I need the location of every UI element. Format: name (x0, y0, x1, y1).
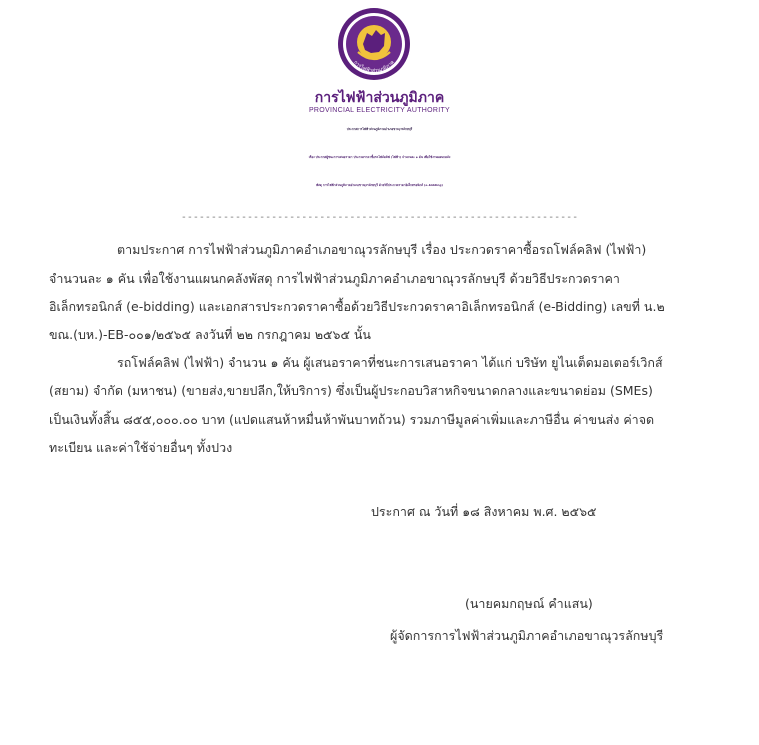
paragraph-2-line: (สยาม) จำกัด (มหาชน) (ขายส่ง,ขายปลีก,ให้บริการ) ซึ่งเป็นผู้ประกอบวิสาหกิจขนาดกลางและขนาดย่อม (SMEs) (49, 383, 653, 398)
paragraph-1-line: ตามประกาศ การไฟฟ้าส่วนภูมิภาคอำเภอขาณุวรลักษบุรี เรื่อง ประกวดราคาซื้อรถโฟล์คลิฟ (ไฟฟ้า) (117, 242, 647, 257)
paragraph-1-line: จำนวนละ ๑ คัน เพื่อใช้งานแผนกคลังพัสดุ การไฟฟ้าส่วนภูมิภาคอำเภอขาณุวรลักษบุรี ด้วยวิธีประกวดราคา (49, 271, 620, 286)
divider-line: ------------------------------------------------------------------ (180, 212, 579, 223)
signer-name: (นายคมกฤษณ์ คำแสน) (465, 596, 593, 611)
paragraph-1-line: อิเล็กทรอนิกส์ (e-bidding) และเอกสารประกวดราคาซื้อด้วยวิธีประกวดราคาอิเล็กทรอนิกส์ (e-Bidding) เลขที่ น.๒ (49, 299, 665, 314)
seal-ring-text: การไฟฟ้าส่วนภูมิภาค (352, 59, 396, 75)
announcement-title: ประกาศการไฟฟ้าส่วนภูมิภาคอำเภอขาณุวรลักษบุรี (346, 127, 413, 131)
paragraph-1-line: ขณ.(บห.)-EB-๐๐๑/๒๕๖๕ ลงวันที่ ๒๒ กรกฎาคม ๒๕๖๕ นั้น (49, 327, 371, 342)
org-name-thai: การไฟฟ้าส่วนภูมิภาค (314, 90, 445, 106)
paragraph-2-line: เป็นเงินทั้งสิ้น ๘๕๕,๐๐๐.๐๐ บาท (แปดแสนห้าหมื่นห้าพันบาทถ้วน) รวมภาษีมูลค่าเพิ่มและภาษีอื่น ค่าขนส่ง ค่าจด (49, 412, 655, 427)
paragraph-2-line: ทะเบียน และค่าใช้จ่ายอื่นๆ ทั้งปวง (49, 440, 233, 455)
announcement-subject-line-1: เรื่อง ประกาศผู้ชนะการเสนอราคา ประกวดราคาซื้อรถโฟล์คลิฟ (ไฟฟ้า) จำนวนละ ๑ คัน เพื่อใช้งานแผนกคลัง (308, 155, 451, 159)
org-name-english: PROVINCIAL ELECTRICITY AUTHORITY (308, 107, 451, 114)
announcement-date: ประกาศ ณ วันที่ ๑๘ สิงหาคม พ.ศ. ๒๕๖๕ (371, 504, 597, 519)
paragraph-2-line: รถโฟล์คลิฟ (ไฟฟ้า) จำนวน ๑ คัน ผู้เสนอราคาที่ชนะการเสนอราคา ได้แก่ บริษัท ยูไนเต็ดมอเตอร์เวิกส์ (117, 355, 663, 370)
signer-position: ผู้จัดการการไฟฟ้าส่วนภูมิภาคอำเภอขาณุวรลักษบุรี (390, 628, 664, 643)
pea-seal-icon (336, 6, 412, 82)
announcement-subject-line-2: พัสดุ การไฟฟ้าส่วนภูมิภาคอำเภอขาณุวรลักษบุรี ด้วยวิธีประกวดราคาอิเล็กทรอนิกส์ (e-bidding) (316, 183, 443, 187)
